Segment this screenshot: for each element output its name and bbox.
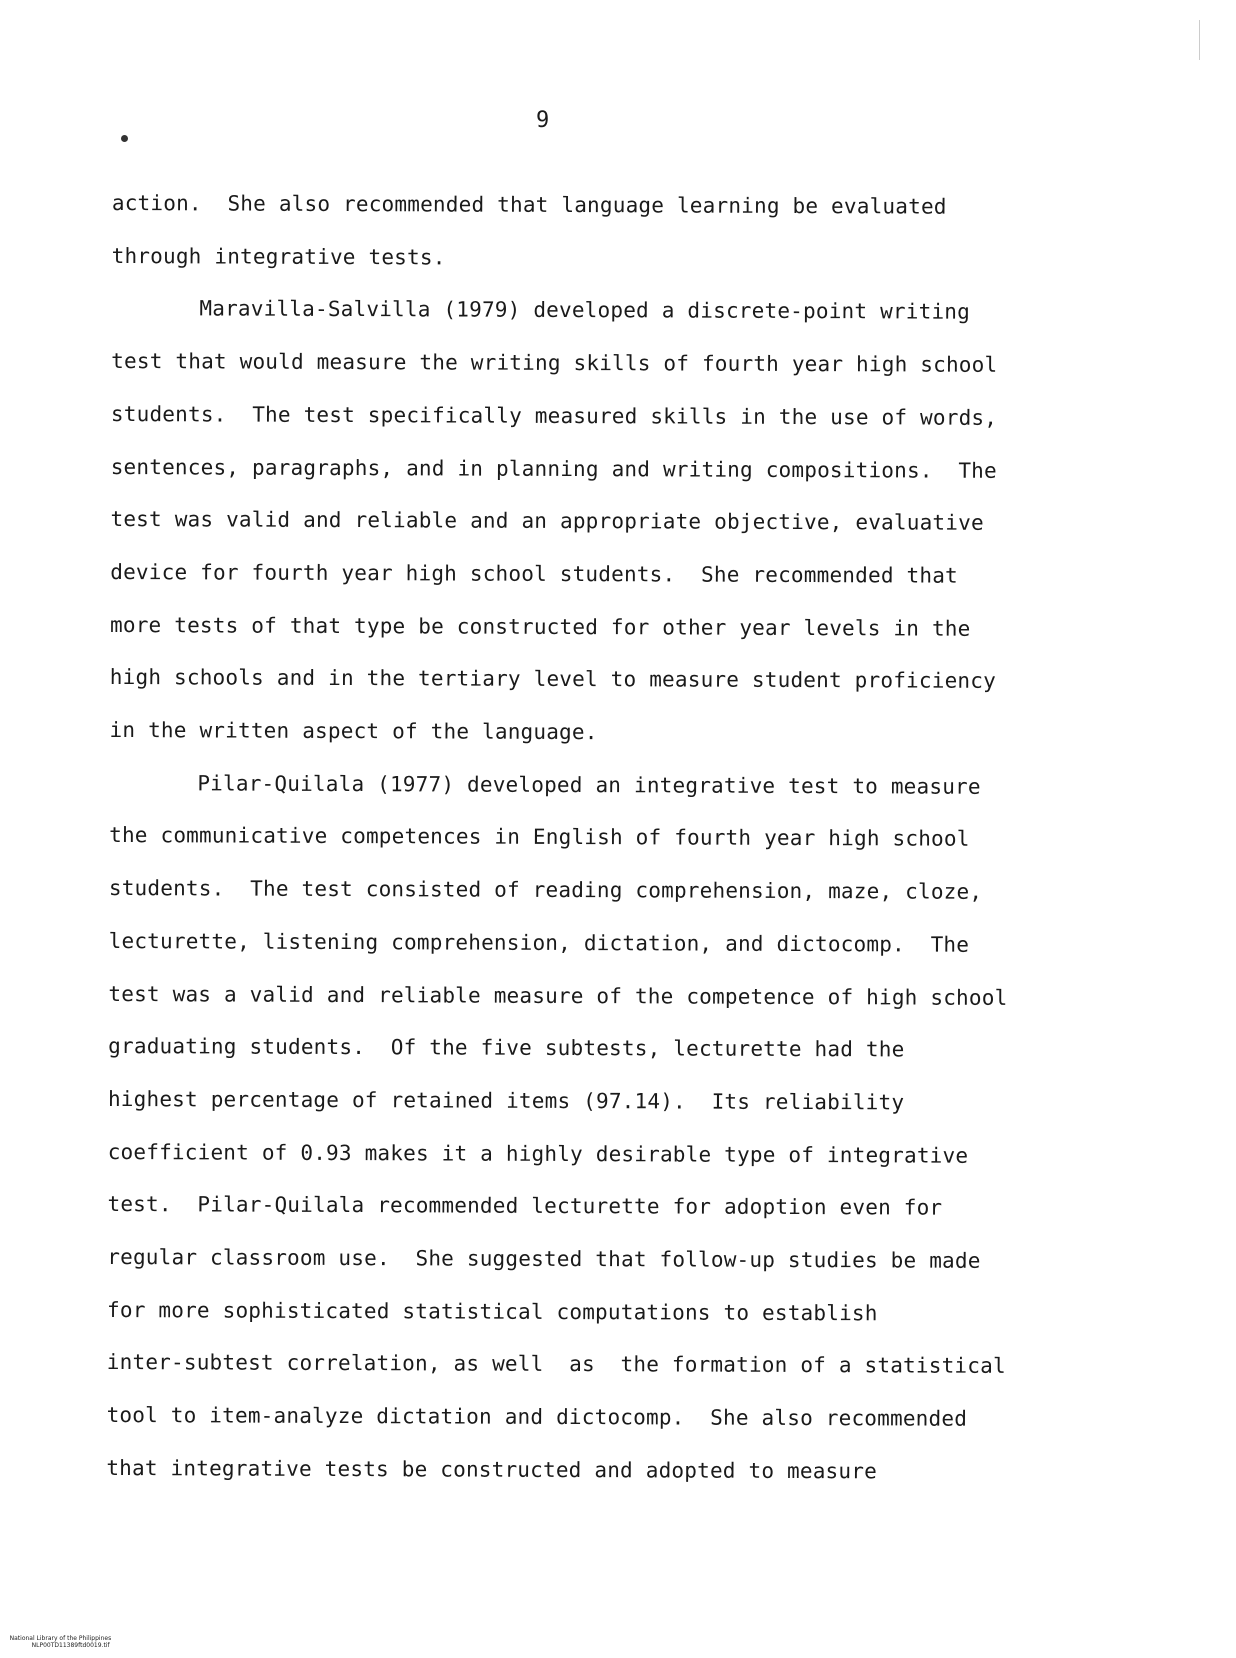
text-line: coefficient of 0.93 makes it a highly desirable type of integrative [107,1139,969,1168]
text-line: for more sophisticated statistical computations to establish [107,1297,878,1326]
text-line: test was a valid and reliable measure of the competence of high school [108,981,1008,1010]
paragraph [109,282,1031,760]
paragraph [112,177,1032,286]
text-line: that integrative tests be constructed and adopted to measure [106,1455,878,1484]
text-line: device for fourth year high school students. She recommended that [110,559,958,588]
text-line: regular classroom use. She suggested that follow-up studies be made [107,1245,981,1273]
text-line: in the written aspect of the language. [109,718,598,745]
page-number: 9 [536,108,550,133]
text-line: test. Pilar-Quilala recommended lecturette for adoption even for [107,1192,943,1220]
text-line: highest percentage of retained items (97.14). Its reliability [107,1086,905,1115]
text-line: lecturette, listening comprehension, dictation, and dictocomp. The [108,928,970,957]
text-line: students. The test specifically measured skills in the use of words, [110,401,998,430]
text-line: the communicative competences in English of fourth year high school [109,823,970,852]
text-line: tool to item-analyze dictation and dictocomp. She also recommended [106,1403,968,1431]
text-line: sentences, paragraphs, and in planning and writing compositions. The [110,454,997,483]
text-line: test that would measure the writing skills of fourth year high school [111,349,998,377]
text-line: students. The test consisted of reading comprehension, maze, cloze, [108,876,983,904]
text-line: Maravilla-Salvilla (1979) developed a discrete-point writing [199,296,971,325]
text-line: more tests of that type be constructed for other year levels in the [109,612,971,641]
body-text [106,177,1032,1499]
footer-library: National Library of the Philippines [9,1635,112,1642]
text-line: Pilar-Quilala (1977) developed an integrative test to measure [197,771,981,799]
text-line: test was valid and reliable and an appropriate objective, evaluative [110,507,984,536]
scan-edge-mark [1199,20,1200,60]
text-line: high schools and in the tertiary level to measure student proficiency [109,665,997,694]
text-line: action. She also recommended that language learning be evaluated [111,190,947,219]
scan-speck [121,135,128,142]
scan-footer [2,1628,111,1656]
text-line: inter-subtest correlation, as well as the formation of a statistical [106,1350,1006,1379]
text-line: graduating students. Of the five subtests, lecturette had the [108,1034,905,1062]
text-line: through integrative tests. [111,243,446,270]
footer-file-id: NLP00TD11389ftd0019.tif [31,1642,110,1649]
paragraph [106,757,1029,1499]
